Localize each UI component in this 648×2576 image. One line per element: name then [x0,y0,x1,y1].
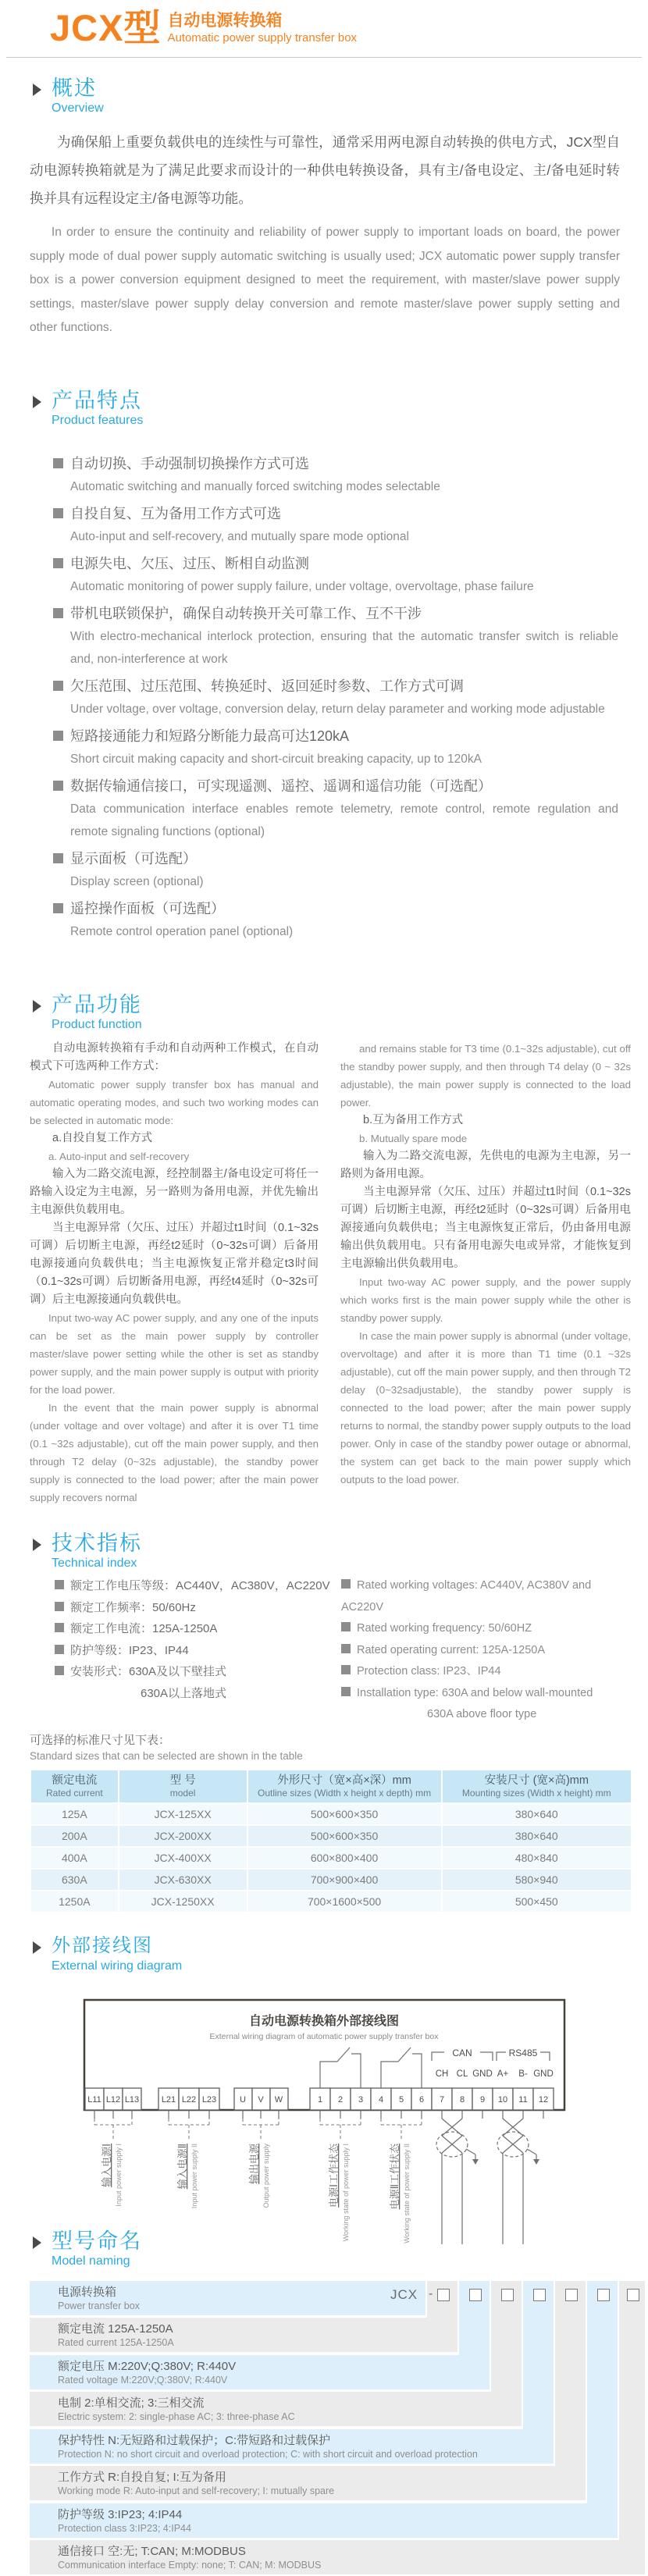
table-row [31,1826,631,1846]
contact-symbol [320,2062,337,2088]
feature-zh: 电源失电、欠压、过压、断相自动监测 [70,556,309,571]
feature-item [53,603,623,671]
section-wiring-heading [33,1934,182,1975]
feature-item [53,898,623,943]
table-row [31,1804,631,1824]
feature-en: Under voltage, over voltage, conversion delay, return delay parameter and working mode adjustable [70,703,605,716]
pin-label: B- [518,2069,528,2079]
svg-text:电源Ⅱ工作状态: 电源Ⅱ工作状态 [389,2144,401,2210]
rs485-bracket [540,2052,550,2061]
pin-label: A+ [497,2069,509,2079]
svg-text:Input power supply I: Input power supply I [115,2144,123,2207]
function-paragraph: and remains stable for T3 time (0.1~32s adjustable), cut off the standby power supply, and then through T4 delay (0 ~ 32s adjustable), the main power supply is connected to the load power. [340,1043,631,1108]
diagram-title-en: External wiring diagram of automatic power supply transfer box [209,2032,439,2041]
function-paragraph: 当主电源异常（欠压、过压）并超过t1时间（0.1~32s可调）后切断主电源，再经t2延时（0~32s可调）后备用电源接通向负载供电；当主电源恢复正常后，仍由备用电源输出供负载用电。只有备用电源失电或异常，才能恢复到主电源输出供负载用电。 [340,1186,631,1270]
function-paragraph: a. Auto-input and self-recovery [48,1151,190,1162]
model-digit-box [533,2289,546,2301]
wiring-heading-zh: 外部接线图 [52,1935,153,1956]
section-features-heading [33,389,143,429]
feature-zh: 显示面板（可选配） [70,851,197,866]
square-bullet-icon [53,731,63,741]
cell: 125A [31,1804,118,1824]
feature-item [53,503,623,548]
svg-text:L21: L21 [161,2095,176,2105]
group-labels [101,2143,411,2243]
product-title-zh: 自动电源转换箱 [167,12,283,30]
features-list [53,453,623,948]
pin-label: GND [472,2069,493,2079]
feature-item [53,848,623,893]
feature-zh: 遥控操作面板（可选配） [70,901,225,916]
cell: 400A [31,1848,118,1868]
model-digit-box [627,2289,639,2301]
cell: 480×840 [443,1848,631,1868]
square-bullet-icon [53,608,63,618]
square-bullet-icon [53,508,63,518]
naming-row: 工作方式 R:自投自复; I:互为备用 Working mode R: Auto-input and self-recovery; I: mutually spare [30,2466,586,2500]
function-paragraph: Input two-way AC power supply, and any one of the inputs can be set as the main power supply by controller master/slave power setting while the other is set as standby power supply, and the main power supply is output with priority for the load power. [30,1312,319,1396]
cell: JCX-200XX [119,1826,247,1846]
cell: 580×940 [443,1870,631,1890]
tech-item: 额定工作电流：125A-1250A [70,1622,218,1635]
feature-en: Automatic monitoring of power supply failure, under voltage, overvoltage, phase failure [70,580,534,593]
svg-text:Working state of power supply: Working state of power supply I [342,2144,350,2242]
feature-zh: 欠压范围、过压范围、转换延时、返回延时参数、工作方式可调 [70,678,464,694]
function-paragraph: a.自投自复工作方式 [52,1132,153,1144]
col-header: 安装尺寸 (宽×高)mm Mounting sizes (Width x height) mm [443,1770,631,1802]
tech-right-column [341,1575,634,1726]
svg-text:输出电源: 输出电源 [248,2144,260,2185]
feature-item [53,725,623,770]
svg-text:9: 9 [479,2095,486,2105]
table-row [31,1891,631,1912]
can-bracket [480,2052,493,2061]
feature-en: Remote control operation panel (optional) [70,925,294,938]
header-divider [6,57,642,58]
section-naming-heading [33,2229,142,2270]
table-intro-en: Standard sizes that can be selected are shown in the table [30,1750,303,1762]
function-right-column [340,1040,631,1489]
naming-row: 防护等级 3:IP23; 4:IP44 Protection class 3:IP23; 4:IP44 [30,2503,618,2538]
tech-item: 防护等级：IP23、IP44 [70,1643,189,1657]
twisted-pair-can [436,2119,479,2244]
tech-item: Rated operating current: 125A-1250A [357,1643,546,1656]
feature-en: Automatic switching and manually forced switching modes selectable [70,480,440,493]
contact-symbol [351,2054,361,2088]
product-model: JCX型 [50,7,162,48]
tech-item: Installation type: 630A and below wall-mounted [357,1686,593,1699]
terminal-stubs [94,2110,543,2119]
table-header-row [31,1770,631,1802]
tech-item: 额定工作频率：50/60Hz [70,1600,196,1614]
function-paragraph: In the event that the main power supply is abnormal (under voltage and over voltage) and after it is over T1 time (0.1 ~32s adjustable), cut off the main power supply, and then through T2 delay (0~32s adjustable), the standby power supply is connected to the load power; after the main power supply recovers normal [30,1402,319,1503]
pin-label: CH [435,2069,449,2079]
square-bullet-icon [53,903,63,913]
pin-label: GND [533,2069,554,2079]
function-paragraph: b.互为备用工作方式 [363,1114,464,1126]
cell: 500×600×350 [248,1804,441,1824]
feature-zh: 数据传输通信接口，可实现遥测、遥控、遥调和遥信功能（可选配） [70,778,492,794]
triangle-icon [33,2236,41,2249]
square-bullet-icon [341,1644,351,1653]
rs485-label: RS485 [508,2048,538,2058]
contact-symbol [381,2062,398,2088]
svg-text:8: 8 [459,2095,465,2105]
tech-heading-zh: 技术指标 [52,1532,142,1555]
square-bullet-icon [55,1666,64,1675]
square-bullet-icon [53,781,63,791]
triangle-icon [33,1000,41,1012]
svg-text:2: 2 [337,2095,344,2105]
naming-heading-en: Model naming [52,2254,130,2268]
can-bracket [432,2052,444,2061]
cell: 500×450 [443,1891,631,1912]
square-bullet-icon [55,1645,64,1654]
feature-zh: 自动切换、手动强制切换操作方式可选 [70,456,309,471]
naming-row: 额定电压 M:220V;Q:380V; R:440V Rated voltage M:220V;Q:380V; R:440V [30,2355,490,2389]
function-paragraph: b. Mutually spare mode [358,1133,468,1144]
overview-paragraph-zh: 为确保船上重要负载供电的连续性与可靠性，通常采用两电源自动转换的供电方式，JCX型自动电源转换箱就是为了满足此要求而设计的一种供电转换设备，具有主/备电设定、主/备电延时转换并具有远程设定主/备电源等功能。 [30,134,620,206]
square-bullet-icon [55,1602,64,1611]
tech-item: Rated working voltages: AC440V, AC380V and AC220V [341,1579,592,1614]
svg-text:输入电源Ⅱ: 输入电源Ⅱ [176,2144,188,2190]
model-digit-box [501,2289,514,2301]
svg-text:Input power supply II: Input power supply II [190,2144,198,2209]
product-title-en: Automatic power supply transfer box [167,31,358,44]
square-bullet-icon [341,1622,351,1631]
feature-item [53,775,623,843]
pin-label: CL [456,2069,468,2079]
cell: JCX-630XX [119,1870,247,1890]
col-header: 额定电流 Rated current [31,1770,118,1802]
col-header: 外形尺寸（宽×高×深）mm Outline sizes (Width x height x depth) mm [248,1770,441,1802]
tech-item: 额定工作电压等级：AC440V，AC380V，AC220V [70,1579,330,1592]
svg-text:7: 7 [439,2095,445,2105]
tech-item-cont: 630A above floor type [427,1708,537,1720]
diagram-title-zh: 自动电源转换箱外部接线图 [248,2015,400,2028]
square-bullet-icon [55,1623,64,1632]
cell: JCX-125XX [119,1804,247,1824]
cell: 380×640 [443,1826,631,1846]
triangle-icon [33,1941,41,1954]
model-digit-box [469,2289,482,2301]
svg-text:5: 5 [398,2095,404,2105]
section-function-heading [33,993,142,1034]
cell: 600×800×400 [248,1848,441,1868]
cell: JCX-1250XX [119,1891,247,1912]
svg-text:Output power supply: Output power supply [262,2144,270,2208]
contact-blade [398,2048,411,2062]
naming-column-strip [619,2281,645,2574]
cell: JCX-400XX [119,1848,247,1868]
tech-left-column [55,1575,336,1704]
function-paragraph: Automatic power supply transfer box has manual and automatic operating modes, and such two working modes can be selected in automatic mode: [30,1079,319,1126]
svg-text:U: U [240,2095,246,2105]
features-heading-en: Product features [52,414,144,427]
contact-symbol [412,2054,422,2088]
feature-item [53,453,623,498]
svg-text:L11: L11 [87,2095,101,2105]
twisted-pair-rs485 [497,2119,539,2244]
svg-text:11: 11 [518,2095,528,2105]
cell: 200A [31,1826,118,1846]
model-naming-ladder [0,2272,648,2576]
model-digit-box [437,2289,450,2301]
svg-text:L23: L23 [201,2095,217,2105]
naming-row: 通信接口 空:无; T:CAN; M:MODBUS Communication interface Empty: none; T: CAN; M: MODBUS [30,2540,645,2574]
feature-zh: 短路接通能力和短路分断能力最高可达120kA [70,728,350,744]
cell: 630A [31,1870,118,1890]
group-brackets [94,2119,422,2139]
can-label: CAN [452,2048,472,2058]
tech-item: Protection class: IP23、IP44 [357,1665,501,1678]
rs485-bracket [497,2052,506,2061]
wiring-diagram [74,1991,574,2256]
table-row [31,1848,631,1868]
triangle-icon [33,84,41,96]
function-paragraph: 输入为二路交流电源，先供电的电源为主电源，另一路则为备用电源。 [340,1150,631,1180]
model-digit-box [565,2289,578,2301]
model-dash: - [429,2287,433,2300]
tech-item-cont: 630A以上落地式 [141,1686,227,1700]
wiring-heading-en: External wiring diagram [52,1959,183,1973]
square-bullet-icon [341,1687,351,1696]
tech-heading-en: Technical index [52,1557,137,1570]
svg-text:10: 10 [497,2095,508,2105]
model-digit-box [597,2289,610,2301]
svg-text:L22: L22 [181,2095,197,2105]
overview-heading-zh: 概述 [52,76,97,100]
svg-text:V: V [258,2095,264,2105]
model-prefix: JCX [390,2287,418,2302]
features-heading-zh: 产品特点 [52,389,142,412]
function-heading-en: Product function [52,1018,142,1031]
svg-text:W: W [274,2095,283,2105]
function-paragraph: 当主电源异常（欠压、过压）并超过t1时间（0.1~32s可调）后切断主电源，再经t2延时（0~32s可调）后备用电源接通向负载供电；当主电源恢复正常并稳定t3时间（0.1~32s可调）后切断备用电源，再经t4延时（0~32s可调）后主电源接通向负载供电。 [30,1222,319,1306]
naming-row: 电源转换箱 Power transfer box [30,2281,425,2315]
square-bullet-icon [341,1579,351,1589]
feature-zh: 带机电联锁保护，确保自动转换开关可靠工作、互不干涉 [70,606,422,621]
contact-blade [337,2048,350,2062]
feature-en: Short circuit making capacity and short-circuit breaking capacity, up to 120kA [70,753,482,766]
function-paragraph: Input two-way AC power supply, and the power supply which works first is the main power supply while the other is standby power supply. [340,1276,631,1324]
square-bullet-icon [53,853,63,863]
function-paragraph: In case the main power supply is abnormal (under voltage, overvoltage) and after it is more than T1 time (0.1 ~32s adjustable), cut off the main power supply, and then through T2 delay (0~32sadjustable), the standby power supply is connected to the load power; after the main power supply returns to normal, the standby power supply outputs to the load power. Only in case of the standby power outage or abnormal, the system can get back to the main power supply which outputs to the load power. [340,1330,631,1485]
square-bullet-icon [341,1665,351,1674]
naming-column-strip [587,2281,618,2538]
naming-heading-zh: 型号命名 [52,2229,142,2253]
square-bullet-icon [53,558,63,568]
naming-row: 电制 2:单相交流; 3:三相交流 Electric system: 2: single-phase AC; 3: three-phase AC [30,2392,522,2426]
naming-row: 额定电流 125A-1250A Rated current 125A-1250A [30,2318,458,2352]
overview-heading-en: Overview [52,101,104,115]
square-bullet-icon [53,458,63,468]
svg-text:1: 1 [317,2095,323,2105]
svg-text:Working state of power supply: Working state of power supply II [403,2144,411,2243]
function-left-column [30,1040,319,1507]
table-intro-zh: 可选择的标准尺寸见下表： [30,1734,171,1747]
svg-text:电源Ⅰ工作状态: 电源Ⅰ工作状态 [328,2144,340,2208]
svg-text:4: 4 [378,2095,384,2105]
cell: 500×600×350 [248,1826,441,1846]
section-tech-heading [33,1532,142,1572]
tech-item: 安装形式：630A及以下壁挂式 [70,1665,227,1678]
feature-zh: 自投自复、互为备用工作方式可选 [70,506,281,521]
col-header: 型 号 model [119,1770,247,1802]
page-title [50,8,357,48]
square-bullet-icon [53,681,63,691]
triangle-icon [33,1539,41,1551]
function-heading-zh: 产品功能 [52,993,142,1016]
svg-text:L13: L13 [124,2095,140,2105]
svg-text:12: 12 [538,2095,549,2105]
feature-item [53,675,623,720]
cell: 380×640 [443,1804,631,1824]
svg-text:L12: L12 [105,2095,121,2105]
function-paragraph: 输入为二路交流电源，经控制器主/备电设定可将任一路输入设定为主电源，另一路则为备用电源，并优先输出主电源供负载用电。 [30,1168,319,1216]
sizes-table [30,1769,632,1913]
svg-text:6: 6 [418,2095,425,2105]
section-overview-heading [33,76,104,117]
triangle-icon [33,396,41,408]
svg-text:输入电源Ⅰ: 输入电源Ⅰ [101,2144,112,2187]
feature-item [53,553,623,598]
naming-row: 保护特性 N:无短路和过载保护；C:带短路和过载保护 Protection N: no short circuit and overload protection; C: with short circuit and overload protection [30,2429,554,2464]
square-bullet-icon [55,1580,64,1589]
feature-en: With electro-mechanical interlock protection, ensuring that the automatic transfer switch is reliable and, non-interference at work [70,630,618,666]
tech-item: Rated working frequency: 50/60HZ [357,1622,532,1635]
cell: 1250A [31,1891,118,1912]
cell: 700×900×400 [248,1870,441,1890]
feature-en: Auto-input and self-recovery, and mutually spare mode optional [70,530,409,543]
feature-en: Display screen (optional) [70,875,204,888]
table-row [31,1870,631,1890]
svg-text:3: 3 [358,2095,364,2105]
function-paragraph: 自动电源转换箱有手动和自动两种工作模式，在自动模式下可选两种工作方式： [30,1042,319,1073]
overview-paragraph-en: In order to ensure the continuity and reliability of power supply to important loads on board, the power supply mode of dual power supply automatic switching is usually used; JCX automatic power supply transfer box is a power conversion equipment designed to meet the requirement, with master/slave power supply settings, master/slave power supply delay conversion and remote master/slave power supply setting and other functions. [30,226,620,334]
cell: 700×1600×500 [248,1891,441,1912]
feature-en: Data communication interface enables remote telemetry, remote control, remote regulation and remote signaling functions (optional) [70,802,618,838]
